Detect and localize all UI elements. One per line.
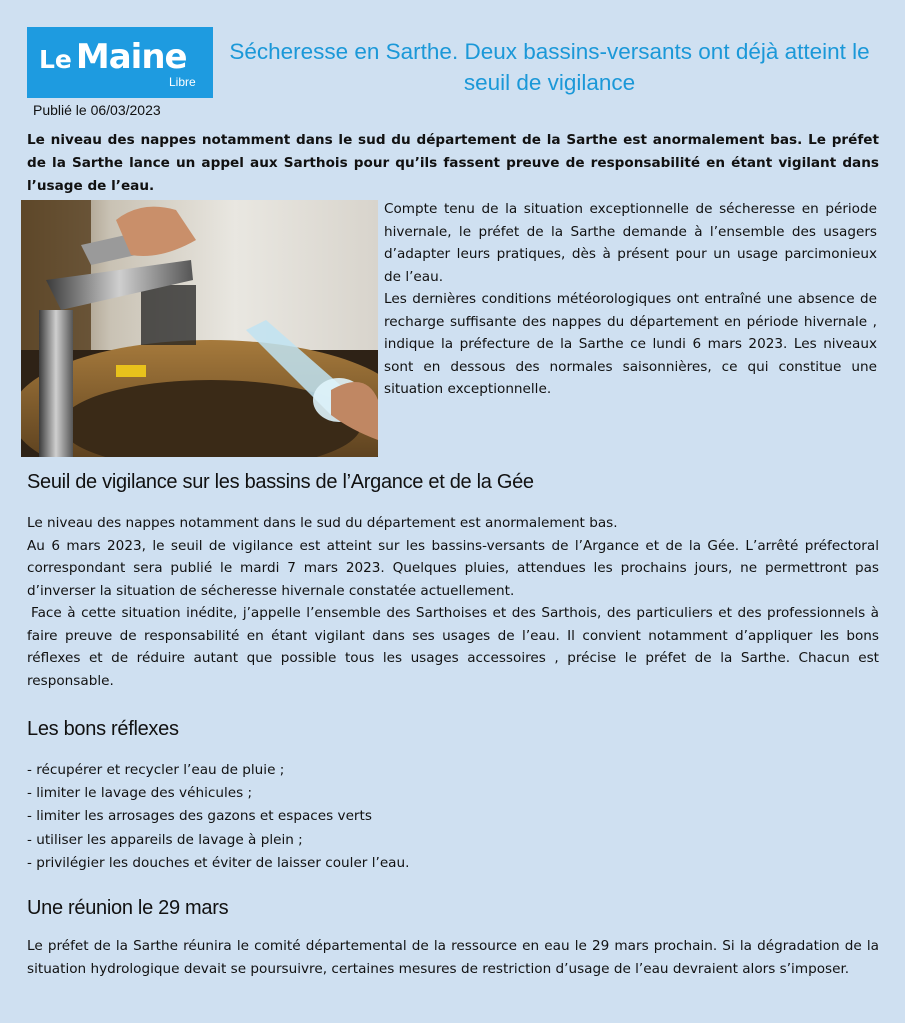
logo-le: Le [39,45,72,74]
logo-sub: Libre [169,75,196,89]
section-meeting-text [27,935,879,980]
list-item: - limiter les arrosages des gazons et espaces verts [27,808,372,825]
tap-water-photo [21,200,378,457]
section-vigilance-text [27,512,879,692]
section-heading-reflexes: Les bons réflexes [27,718,179,740]
section-paragraph: Le préfet de la Sarthe réunira le comité départemental de la ressource en eau le 29 mars prochain. Si la dégradation de la situation hydrologique devait se poursuivre, certaines mesures de restriction d’usage de l’eau devraient alors s’imposer. [27,938,879,977]
logo-maine: Maine [75,37,187,77]
logo-wordmark [39,37,187,80]
list-item: - utiliser les appareils de lavage à plein ; [27,831,303,848]
article-headline: Sécheresse en Sarthe. Deux bassins-versants ont déjà atteint le seuil de vigilance [229,39,870,95]
list-item: - récupérer et recycler l’eau de pluie ; [27,762,285,778]
intro-text [384,198,877,401]
reflexes-list [27,759,879,875]
section-paragraph: Face à cette situation inédite, j’appelle l’ensemble des Sarthoises et des Sarthois, des particuliers et des professionnels à faire preuve de responsabilité en étant vigilant dans ses usages de l’eau. Il convient notamment d’appliquer les bons réflexes et de réduire autant que possible tous les usages accessoires , précise le préfet de la Sarthe. Chacun est responsable. [27,605,879,689]
section-heading-meeting: Une réunion le 29 mars [27,897,229,919]
section-paragraph: Le niveau des nappes notamment dans le sud du département est anormalement bas. [27,515,618,531]
article-lead: Le niveau des nappes notamment dans le sud du département de la Sarthe est anormalement bas. Le préfet de la Sarthe lance un appel aux Sarthois pour qu’ils fassent preuve de responsabilité en étant vigilant dans l’usage de l’eau. [27,132,879,194]
list-item: - privilégier les douches et éviter de laisser couler l’eau. [27,854,410,871]
list-item: - limiter le lavage des véhicules ; [27,785,253,802]
article-photo [21,200,378,457]
intro-paragraph: Les dernières conditions météorologiques ont entraîné une absence de recharge suffisante des nappes du département en période hivernale , indique la préfecture de la Sarthe ce lundi 6 mars 2023. Les niveaux sont en dessous des normales saisonnières, ce qui constitue une situation exceptionnelle. [384,291,877,397]
newspaper-logo [27,27,213,98]
publication-date: Publié le 06/03/2023 [33,102,161,118]
section-heading-vigilance: Seuil de vigilance sur les bassins de l’Argance et de la Gée [27,471,534,493]
section-paragraph: Au 6 mars 2023, le seuil de vigilance est atteint sur les bassins-versants de l’Argance et de la Gée. L’arrêté préfectoral correspondant sera publié le mardi 7 mars 2023. Quelques pluies, attendues les prochains jours, ne permettront pas d’inverser la situation de sécheresse hivernale constatée actuellement. [27,537,879,599]
intro-paragraph: Compte tenu de la situation exceptionnelle de sécheresse en période hivernale, le préfet de la Sarthe demande à l’ensemble des usagers d’adapter leurs pratiques, dès à présent pour un usage parcimonieux de l’eau. [384,201,877,285]
